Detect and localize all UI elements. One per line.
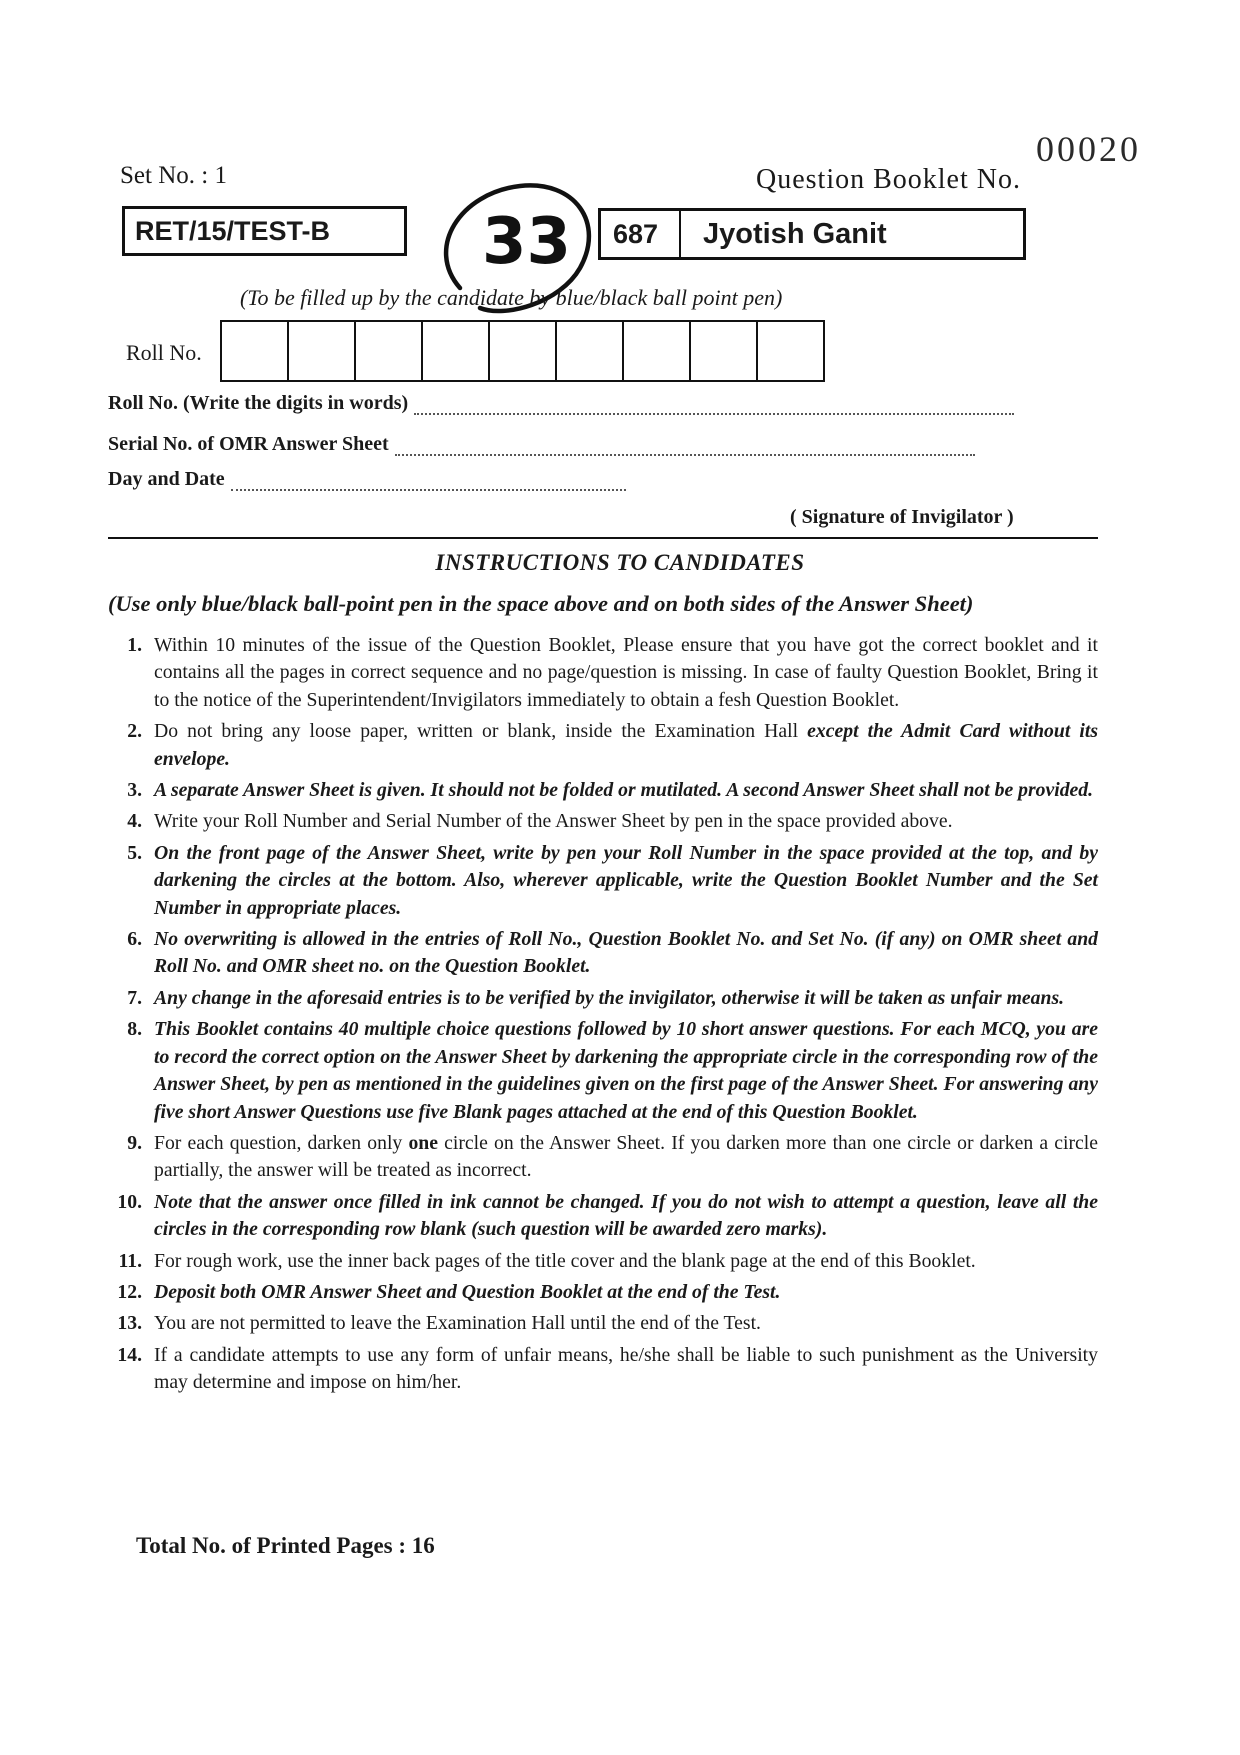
list-item: 8. This Booklet contains 40 multiple choice questions followed by 10 short answer questions. For each MCQ, you are to record the correct option on the Answer Sheet by darkening the appropriate circle in the corresponding row of the Answer Sheet, by pen as mentioned in the guidelines given on the first page of the Answer Sheet. For answering any five short Answer Questions use five Blank pages attached at the end of this Question Booklet. — [127, 1018, 1098, 1123]
handwritten-33-mark — [420, 168, 610, 338]
booklet-number: 687 — [601, 211, 681, 257]
roll-digit-box[interactable] — [756, 320, 825, 382]
list-item: 12. Deposit both OMR Answer Sheet and Question Booklet at the end of the Test. — [117, 1280, 781, 1303]
omr-serial-line[interactable] — [395, 440, 975, 456]
list-item: 9. For each question, darken only one circle on the Answer Sheet. If you darken more than one circle or darken a circle partially, the answer will be treated as incorrect. — [127, 1131, 1099, 1182]
roll-digit-box[interactable] — [220, 320, 289, 382]
list-item: 11. For rough work, use the inner back pages of the title cover and the blank page at the end of this Booklet. — [118, 1249, 976, 1272]
roll-in-words-field — [108, 392, 1014, 415]
list-item: 2. Do not bring any loose paper, written or blank, inside the Examination Hall except the Admit Card without its envelope. — [127, 720, 1099, 770]
total-pages-value: 16 — [411, 1533, 435, 1558]
roll-digit-box[interactable] — [622, 320, 691, 382]
instructions-subheading: (Use only blue/black ball-point pen in the space above and on both sides of the Answer Sheet) — [108, 591, 974, 616]
list-item: 10. Note that the answer once filled in ink cannot be changed. If you do not wish to attempt a question, leave all the circles in the corresponding row blank (such question will be awarded zero marks). — [117, 1190, 1098, 1241]
divider — [108, 537, 1098, 539]
roll-no-label: Roll No. — [126, 340, 202, 365]
list-item: 6. No overwriting is allowed in the entries of Roll No., Question Booklet No. and Set No. (if any) on OMR sheet and Roll No. and OMR sheet no. on the Question Booklet. — [127, 928, 1098, 978]
invigilator-signature-label: ( Signature of Invigilator ) — [790, 506, 1014, 528]
roll-in-words-label: Roll No. (Write the digits in words) — [108, 392, 409, 414]
booklet-box — [598, 208, 1026, 260]
handwritten-number: 33 — [482, 205, 572, 279]
roll-digit-box[interactable] — [287, 320, 356, 382]
subject-name: Jyotish Ganit — [703, 217, 887, 250]
question-booklet-label: Question Booklet No. — [756, 164, 1021, 195]
roll-digit-box[interactable] — [354, 320, 423, 382]
day-date-label: Day and Date — [108, 468, 225, 490]
list-item: 3. A separate Answer Sheet is given. It should not be folded or mutilated. A second Answer Sheet shall not be provided. — [127, 779, 1094, 802]
instructions-list — [100, 632, 1098, 1401]
list-item: 14. If a candidate attempts to use any form of unfair means, he/she shall be liable to such punishment as the University may determine and impose on him/her. — [117, 1343, 1098, 1394]
list-item: 1. Within 10 minutes of the issue of the Question Booklet, Please ensure that you have got the correct booklet and it contains all the pages in correct sequence and no page/question is missing. In case of faulty Question Booklet, Bring it to the notice of the Superintendent/Invigilators immediately to obtain a fesh Question Booklet. — [127, 634, 1098, 711]
list-item: 5. On the front page of the Answer Sheet, write by pen your Roll Number in the space provided at the top, and by darkening the circles at the bottom. Also, wherever applicable, write the Question Booklet Number and the Set Number in appropriate places. — [127, 841, 1098, 919]
total-pages — [136, 1533, 435, 1559]
instructions-heading: INSTRUCTIONS TO CANDIDATES — [435, 550, 805, 575]
roll-in-words-line[interactable] — [414, 399, 1014, 415]
day-date-field — [108, 468, 626, 491]
roll-digit-box[interactable] — [555, 320, 624, 382]
list-item: 7. Any change in the aforesaid entries is to be verified by the invigilator, otherwise it will be taken as unfair means. — [127, 986, 1065, 1009]
roll-digit-box[interactable] — [689, 320, 758, 382]
test-code: RET/15/TEST-B — [135, 215, 331, 246]
roll-digit-box[interactable] — [421, 320, 490, 382]
fill-instruction-note: (To be filled up by the candidate by blue/black ball point pen) — [240, 285, 783, 310]
day-date-line[interactable] — [231, 475, 626, 491]
serial-stamp: 00020 — [1036, 129, 1141, 169]
roll-digit-box[interactable] — [488, 320, 557, 382]
set-number: Set No. : 1 — [120, 162, 227, 189]
list-item: 13. You are not permitted to leave the Examination Hall until the end of the Test. — [117, 1312, 761, 1335]
roll-number-grid — [222, 320, 825, 382]
test-code-box — [122, 206, 407, 256]
omr-serial-label: Serial No. of OMR Answer Sheet — [108, 433, 389, 455]
total-pages-label: Total No. of Printed Pages : — [136, 1533, 407, 1558]
list-item: 4. Write your Roll Number and Serial Number of the Answer Sheet by pen in the space provided above. — [127, 810, 953, 833]
omr-serial-field — [108, 433, 975, 456]
